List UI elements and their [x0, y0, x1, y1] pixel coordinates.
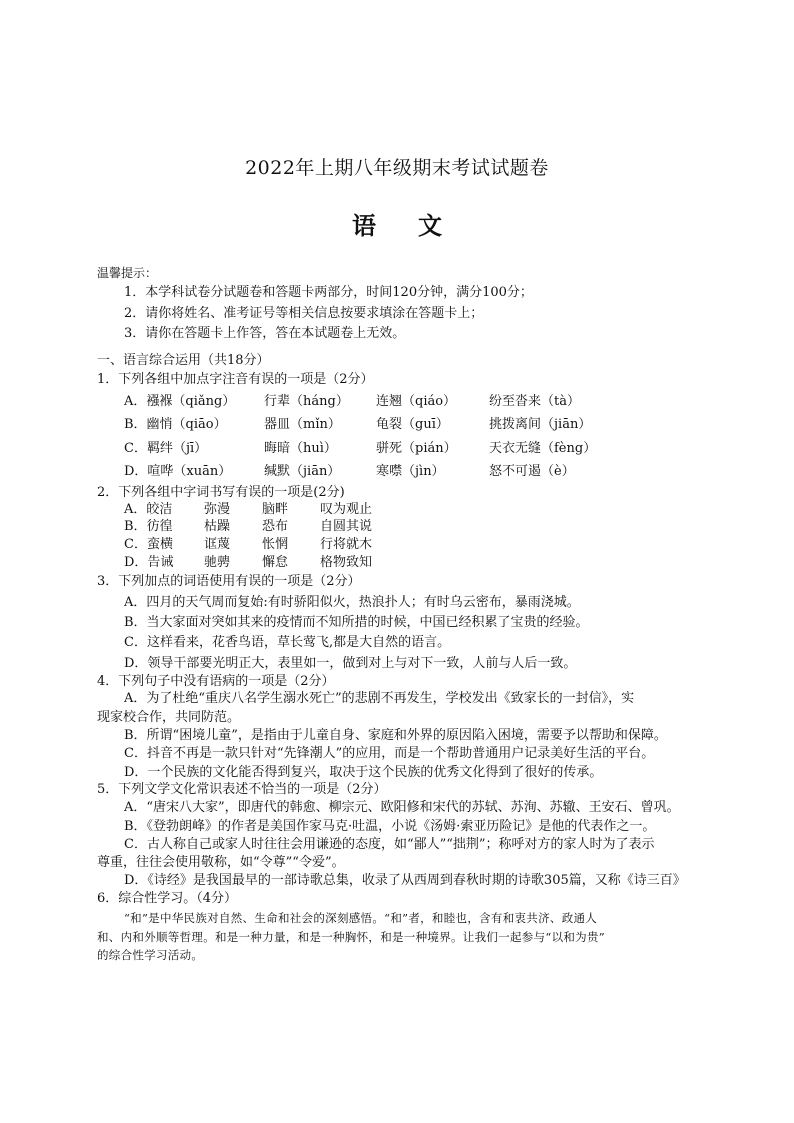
option-line: 尊重，往往会使用敬称，如“令尊”“令爱”。 [97, 855, 345, 870]
option-cell: 格物致知 [320, 555, 373, 570]
option-cell: 叹为观止 [320, 502, 373, 517]
option-cell: A．皎洁 [124, 502, 173, 517]
option-cell: 诓蔑 [204, 537, 231, 552]
passage-line: “和”是中华民族对自然、生命和社会的深刻感悟。“和”者，和睦也，含有和衷共济、政通人 [124, 911, 598, 925]
option-cell: 晦暗（huì） [264, 441, 337, 456]
notice-heading: 温馨提示： [97, 266, 158, 280]
question-stem: 1．下列各组中加点字注音有误的一项是（2分） [97, 372, 374, 387]
option-line: C．抖音不再是一款只针对“先锋潮人”的应用，而是一个帮助普通用户记录美好生活的平台。 [124, 746, 655, 761]
option-cell: D．喧哗（xuān） [124, 464, 232, 479]
option-cell: 器皿（mǐn） [264, 417, 341, 432]
option-cell: 自圆其说 [320, 519, 373, 534]
option-cell: 行将就木 [320, 537, 373, 552]
option-cell: D．告诫 [124, 555, 174, 570]
option-line: 现家校合作，共同防范。 [97, 710, 241, 725]
option-cell: B．幽悄（qiāo） [124, 417, 227, 432]
option-cell: B．彷徨 [124, 519, 173, 534]
option-cell: 行辈（háng） [264, 394, 349, 409]
question-stem: 2．下列各组中字词书写有误的一项是(2分) [97, 485, 345, 500]
option-cell: 寒噤（jìn） [376, 464, 445, 479]
option-cell: 懈怠 [262, 555, 289, 570]
option-line: B．所谓“困境儿童”，是指由于儿童自身、家庭和外界的原因陷入困境，需要予以帮助和保障。 [124, 728, 667, 743]
notice-item: 1．本学科试卷分试题卷和答题卡两部分，时间120分钟，满分100分； [124, 285, 533, 300]
option-cell: 纷至沓来（tà） [489, 394, 580, 409]
option-cell: 缄默（jiān） [264, 464, 341, 479]
question-stem: 6．综合性学习。（4分） [97, 891, 238, 906]
exam-title: 2022年上期八年级期末考试试题卷 [245, 157, 549, 179]
option-line: D．一个民族的文化能否得到复兴，取决于这个民族的优秀文化得到了很好的传承。 [124, 765, 603, 780]
option-line: C．这样看来，花香鸟语，草长莺飞,都是大自然的语言。 [124, 635, 451, 650]
question-stem: 5．下列文学文化常识表述不恰当的一项是（2分） [97, 782, 387, 797]
option-cell: C．蛮横 [124, 537, 173, 552]
option-cell: 骈死（pián） [376, 441, 457, 456]
passage-line: 的综合性学习活动。 [97, 948, 204, 962]
option-cell: 驰骋 [204, 555, 231, 570]
option-cell: A．襁褓（qiǎng） [124, 394, 236, 409]
option-line: A．四月的天气周而复始:有时骄阳似火，热浪扑人；有时乌云密布，暴雨浇城。 [124, 595, 580, 610]
option-cell: 脑畔 [262, 502, 289, 517]
option-line: B．当大家面对突如其来的疫情而不知所措的时候，中国已经积累了宝贵的经验。 [124, 615, 589, 630]
option-cell: 龟裂（guī） [376, 417, 449, 432]
option-cell: 挑拨离间（jiān） [489, 417, 592, 432]
option-line: A．为了杜绝“重庆八名学生溺水死亡”的悲剧不再发生，学校发出《致家长的一封信》，实 [124, 691, 635, 706]
option-cell: 天衣无缝（fèng） [489, 441, 597, 456]
notice-item: 2．请你将姓名、准考证号等相关信息按要求填涂在答题卡上； [124, 306, 484, 321]
option-line: A．“唐宋八大家”，即唐代的韩愈、柳宗元、欧阳修和宋代的苏轼、苏洵、苏辙、王安石、曾巩。 [124, 800, 680, 815]
section-heading: 一、语言综合运用（共18分） [97, 353, 270, 368]
question-stem: 3．下列加点的词语使用有误的一项是（2分） [97, 574, 361, 589]
option-cell: 恐布 [262, 519, 289, 534]
option-cell: 枯躁 [204, 519, 231, 534]
notice-item: 3．请你在答题卡上作答，答在本试题卷上无效。 [124, 326, 406, 341]
option-line: D．《诗经》是我国最早的一部诗歌总集，收录了从西周到春秋时期的诗歌305篇，又称《诗三百》 [124, 873, 686, 888]
option-cell: C．羁绊（jī） [124, 441, 208, 456]
option-cell: 怒不可遏（è） [489, 464, 575, 479]
option-line: D．领导干部要光明正大，表里如一，做到对上与对下一致，人前与人后一致。 [124, 656, 577, 671]
option-cell: 弥漫 [204, 502, 231, 517]
option-cell: 怅惘 [262, 537, 289, 552]
question-stem: 4．下列句子中没有语病的一项是（2分） [97, 674, 335, 689]
subject-title: 语文 [352, 211, 484, 240]
option-line: B．《登勃朗峰》的作者是美国作家马克·吐温，小说《汤姆·索亚历险记》是他的代表作之一。 [124, 819, 656, 834]
option-cell: 连翘（qiáo） [376, 394, 457, 409]
option-line: C．古人称自己或家人时往往会用谦逊的态度，如“鄙人”“拙荆”；称呼对方的家人时为了表示 [124, 837, 655, 852]
passage-line: 和、内和外顺等哲理。和是一种力量，和是一种胸怀，和是一种境界。让我们一起参与“以和为贵” [97, 930, 605, 944]
